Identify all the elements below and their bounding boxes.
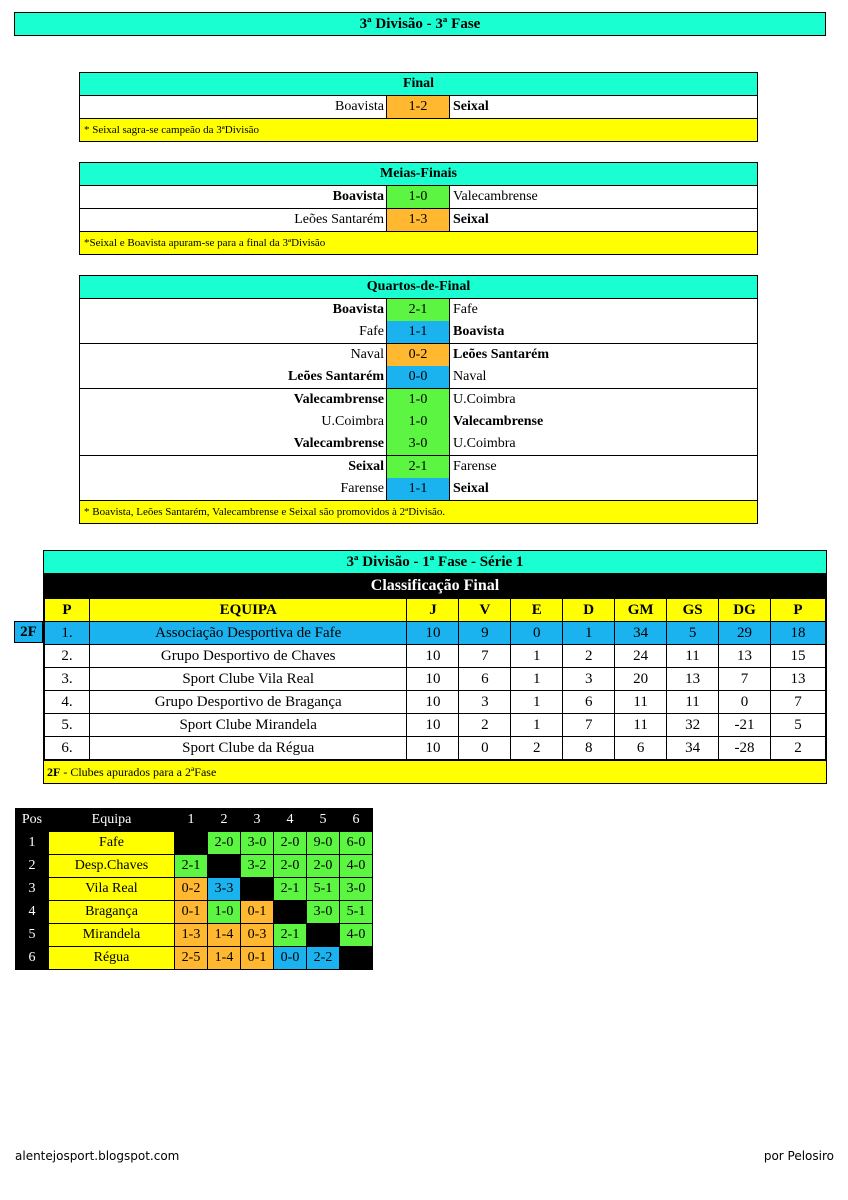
table-row (45, 691, 826, 714)
away-team: Fafe (453, 302, 478, 317)
matrix-pos: 2 (16, 855, 49, 878)
table-cell: 8 (563, 737, 615, 760)
table-row (45, 622, 826, 645)
away-team: Seixal (453, 99, 489, 114)
matrix-pos: 6 (16, 947, 49, 970)
table-cell: 5 (667, 622, 719, 645)
match-score: 2-1 (386, 299, 450, 321)
table-cell: 11 (667, 691, 719, 714)
match-row (80, 455, 757, 478)
away-team: Naval (453, 369, 487, 384)
home-team: Boavista (332, 189, 384, 204)
table-cell: 1 (511, 645, 563, 668)
table-cell: 7 (719, 668, 771, 691)
match-row (80, 366, 757, 388)
table-cell: 4. (45, 691, 90, 714)
table-cell: 5. (45, 714, 90, 737)
matrix-result: 0-3 (241, 924, 274, 947)
matrix-team: Fafe (49, 832, 175, 855)
matrix-row (16, 901, 373, 924)
matrix-result: 3-3 (208, 878, 241, 901)
table-cell: 1 (511, 691, 563, 714)
matrix-result: 0-1 (241, 901, 274, 924)
matrix-result: 0-1 (241, 947, 274, 970)
home-team: U.Coimbra (321, 414, 384, 429)
table-cell: 9 (459, 622, 511, 645)
table-cell: 11 (615, 714, 667, 737)
matrix-result: 3-0 (307, 901, 340, 924)
semis-note: *Seixal e Boavista apuram-se para a final da 3ªDivisão (80, 231, 757, 254)
table-cell: 7 (771, 691, 826, 714)
home-team: Naval (350, 347, 384, 362)
standings-col-header: GS (667, 599, 719, 622)
home-team: Valecambrense (293, 392, 384, 407)
matrix-result: 1-3 (175, 924, 208, 947)
table-row (45, 737, 826, 760)
match-row (80, 388, 757, 411)
home-team: Boavista (332, 302, 384, 317)
matrix-result: 4-0 (340, 924, 373, 947)
away-team: Farense (453, 459, 497, 474)
table-cell: 29 (719, 622, 771, 645)
table-cell: 11 (615, 691, 667, 714)
matrix-result: 5-1 (340, 901, 373, 924)
quarters-matches (80, 299, 757, 500)
table-cell: 3 (459, 691, 511, 714)
table-cell: 3. (45, 668, 90, 691)
matrix-col-header: Equipa (49, 809, 175, 832)
final-header: Final (80, 73, 757, 96)
matrix-result: 4-0 (340, 855, 373, 878)
table-cell: 18 (771, 622, 826, 645)
table-cell: 2. (45, 645, 90, 668)
standings-table (43, 550, 827, 784)
final-box (79, 72, 758, 142)
matrix-result: 1-4 (208, 924, 241, 947)
standings-col-header: EQUIPA (89, 599, 407, 622)
matrix-empty-cell (340, 947, 373, 970)
matrix-col-header: 3 (241, 809, 274, 832)
table-cell: 15 (771, 645, 826, 668)
standings-col-header: E (511, 599, 563, 622)
standings-footer-tag: 2F (47, 765, 61, 779)
matrix-col-header: 2 (208, 809, 241, 832)
standings-col-header: GM (615, 599, 667, 622)
match-score: 0-0 (386, 366, 450, 388)
matrix-result: 1-0 (208, 901, 241, 924)
footer-site: alentejosport.blogspot.com (15, 1149, 180, 1163)
matrix-result: 2-1 (274, 878, 307, 901)
table-cell: Sport Clube Vila Real (89, 668, 407, 691)
match-row (80, 433, 757, 455)
home-team: Fafe (359, 324, 384, 339)
table-cell: 13 (667, 668, 719, 691)
standings-col-header: J (407, 599, 459, 622)
matrix-result: 2-0 (274, 855, 307, 878)
table-cell: -21 (719, 714, 771, 737)
table-cell: Sport Clube da Régua (89, 737, 407, 760)
table-cell: 13 (771, 668, 826, 691)
standings-col-header: DG (719, 599, 771, 622)
table-cell: 5 (771, 714, 826, 737)
quarters-note: * Boavista, Leões Santarém, Valecambrense e Seixal são promovidos à 2ªDivisão. (80, 500, 757, 523)
table-cell: 1 (511, 668, 563, 691)
table-cell: Sport Clube Mirandela (89, 714, 407, 737)
table-cell: 11 (667, 645, 719, 668)
final-matches (80, 96, 757, 118)
home-team: Leões Santarém (294, 212, 384, 227)
table-cell: 10 (407, 714, 459, 737)
match-score: 0-2 (386, 344, 450, 366)
standings-footer (44, 760, 826, 783)
table-cell: 34 (667, 737, 719, 760)
matrix-result: 2-1 (175, 855, 208, 878)
matrix-result: 2-0 (307, 855, 340, 878)
table-cell: 0 (511, 622, 563, 645)
match-row (80, 343, 757, 366)
match-row (80, 321, 757, 343)
match-row (80, 299, 757, 321)
matrix-result: 0-2 (175, 878, 208, 901)
standings-subtitle: Classificação Final (44, 574, 826, 598)
table-cell: 0 (459, 737, 511, 760)
table-cell: 6 (615, 737, 667, 760)
quarters-header: Quartos-de-Final (80, 276, 757, 299)
standings-col-header: V (459, 599, 511, 622)
table-cell: 1 (563, 622, 615, 645)
matrix-row (16, 878, 373, 901)
matrix-result: 1-4 (208, 947, 241, 970)
matrix-row (16, 947, 373, 970)
matrix-result: 2-0 (274, 832, 307, 855)
matrix-result: 0-0 (274, 947, 307, 970)
table-cell: Grupo Desportivo de Chaves (89, 645, 407, 668)
matrix-empty-cell (274, 901, 307, 924)
matrix-result: 2-1 (274, 924, 307, 947)
matrix-team: Mirandela (49, 924, 175, 947)
table-cell: -28 (719, 737, 771, 760)
matrix-pos: 5 (16, 924, 49, 947)
matrix-result: 2-0 (208, 832, 241, 855)
matrix-empty-cell (241, 878, 274, 901)
matrix-header-row (16, 809, 373, 832)
table-cell: 13 (719, 645, 771, 668)
standings-col-header: P (45, 599, 90, 622)
match-score: 1-3 (386, 209, 450, 231)
away-team: Valecambrense (453, 189, 538, 204)
matrix-result: 6-0 (340, 832, 373, 855)
table-cell: 6 (459, 668, 511, 691)
match-row (80, 478, 757, 500)
table-cell: 1. (45, 622, 90, 645)
matrix-empty-cell (208, 855, 241, 878)
matrix-team: Vila Real (49, 878, 175, 901)
away-team: Valecambrense (453, 414, 544, 429)
match-score: 1-0 (386, 186, 450, 208)
table-row (45, 645, 826, 668)
away-team: Boavista (453, 324, 505, 339)
matrix-result: 3-0 (340, 878, 373, 901)
matrix-pos: 3 (16, 878, 49, 901)
home-team: Seixal (348, 459, 384, 474)
matrix-empty-cell (175, 832, 208, 855)
table-cell: 3 (563, 668, 615, 691)
matrix-pos: 4 (16, 901, 49, 924)
final-note: * Seixal sagra-se campeão da 3ªDivisão (80, 118, 757, 141)
table-row (45, 668, 826, 691)
quarters-box (79, 275, 758, 524)
away-team: U.Coimbra (453, 436, 516, 451)
matrix-row (16, 924, 373, 947)
table-cell: 10 (407, 737, 459, 760)
table-cell: 10 (407, 645, 459, 668)
away-team: Leões Santarém (453, 347, 550, 362)
matrix-pos: 1 (16, 832, 49, 855)
matrix-col-header: 1 (175, 809, 208, 832)
match-score: 1-1 (386, 478, 450, 500)
matrix-team: Régua (49, 947, 175, 970)
match-score: 1-2 (386, 96, 450, 118)
matrix-row (16, 832, 373, 855)
match-row (80, 411, 757, 433)
matrix-team: Bragança (49, 901, 175, 924)
match-score: 2-1 (386, 456, 450, 478)
away-team: Seixal (453, 212, 489, 227)
semis-box (79, 162, 758, 255)
home-team: Farense (340, 481, 384, 496)
matrix-result: 2-2 (307, 947, 340, 970)
semis-header: Meias-Finais (80, 163, 757, 186)
matrix-result: 3-2 (241, 855, 274, 878)
table-cell: Grupo Desportivo de Bragança (89, 691, 407, 714)
table-cell: 6. (45, 737, 90, 760)
matrix-result: 9-0 (307, 832, 340, 855)
home-team: Leões Santarém (287, 369, 384, 384)
matrix-result: 0-1 (175, 901, 208, 924)
matrix-col-header: 5 (307, 809, 340, 832)
table-cell: 2 (459, 714, 511, 737)
table-cell: 7 (563, 714, 615, 737)
table-cell: 0 (719, 691, 771, 714)
home-team: Valecambrense (293, 436, 384, 451)
matrix-empty-cell (307, 924, 340, 947)
matrix-result: 3-0 (241, 832, 274, 855)
standings-col-header: D (563, 599, 615, 622)
table-cell: 2 (511, 737, 563, 760)
page-title: 3ª Divisão - 3ª Fase (14, 12, 826, 36)
match-row (80, 186, 757, 208)
standings-col-header: P (771, 599, 826, 622)
table-row (45, 714, 826, 737)
table-cell: 10 (407, 622, 459, 645)
table-cell: 24 (615, 645, 667, 668)
standings-title: 3ª Divisão - 1ª Fase - Série 1 (44, 551, 826, 574)
table-cell: 2 (771, 737, 826, 760)
matrix-col-header: 6 (340, 809, 373, 832)
matrix-row (16, 855, 373, 878)
standings-footer-text: - Clubes apurados para a 2ªFase (60, 765, 217, 779)
home-team: Boavista (335, 99, 384, 114)
table-cell: 10 (407, 668, 459, 691)
away-team: Seixal (453, 481, 489, 496)
table-cell: 10 (407, 691, 459, 714)
matrix-result: 5-1 (307, 878, 340, 901)
results-matrix (15, 808, 373, 970)
table-cell: Associação Desportiva de Fafe (89, 622, 407, 645)
away-team: U.Coimbra (453, 392, 516, 407)
matrix-col-header: 4 (274, 809, 307, 832)
match-score: 3-0 (386, 433, 450, 455)
match-score: 1-1 (386, 321, 450, 343)
matrix-result: 2-5 (175, 947, 208, 970)
table-cell: 20 (615, 668, 667, 691)
table-cell: 7 (459, 645, 511, 668)
matrix-team: Desp.Chaves (49, 855, 175, 878)
footer-author: por Pelosiro (763, 1149, 834, 1163)
table-cell: 2 (563, 645, 615, 668)
qualified-tag: 2F (14, 621, 43, 643)
matrix-col-header: Pos (16, 809, 49, 832)
match-score: 1-0 (386, 411, 450, 433)
standings-header-row (45, 599, 826, 622)
match-row (80, 208, 757, 231)
match-row (80, 96, 757, 118)
table-cell: 6 (563, 691, 615, 714)
table-cell: 1 (511, 714, 563, 737)
table-cell: 32 (667, 714, 719, 737)
semis-matches (80, 186, 757, 231)
table-cell: 34 (615, 622, 667, 645)
match-score: 1-0 (386, 389, 450, 411)
